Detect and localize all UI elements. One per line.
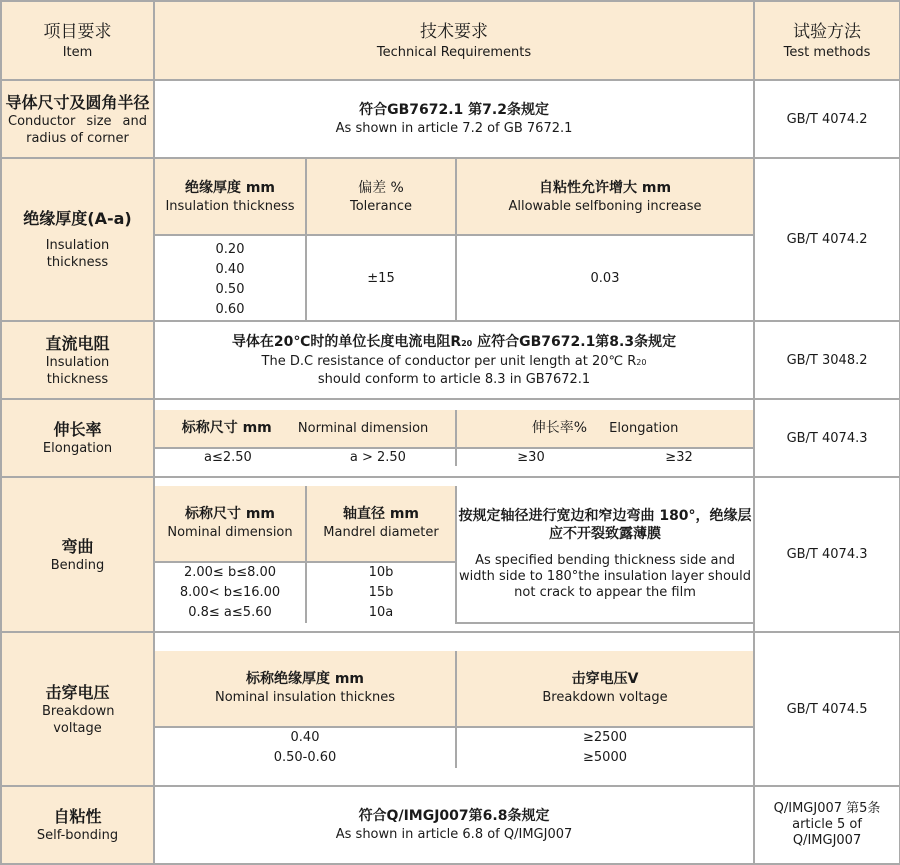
elongation-test-cell: GB/T 4074.3 xyxy=(754,399,900,477)
insulation-col2-header xyxy=(306,159,456,235)
elongation-dim-header xyxy=(155,410,456,448)
dc-req-en xyxy=(155,353,753,371)
dc-item-zh: 直流电阻 xyxy=(45,333,110,353)
breakdown-item-cell xyxy=(1,632,154,786)
bending-col1-en: Nominal dimension xyxy=(167,525,293,540)
insulation-col1-header xyxy=(155,159,306,235)
dc-req-cell xyxy=(154,321,754,399)
dc-req-zh-b: 应符合GB7672.1第8.3条规定 xyxy=(477,333,677,350)
bending-subtable xyxy=(155,486,753,624)
breakdown-voltage-value: ≥5000 xyxy=(583,749,627,765)
insulation-thickness-values xyxy=(155,235,306,320)
insulation-tolerance-value: ±15 xyxy=(306,235,456,320)
conductor-item-zh: 导体尺寸及圆角半径 xyxy=(5,92,150,112)
insulation-col3-en: Allowable selfboning increase xyxy=(508,198,702,214)
dc-item-cell xyxy=(1,321,154,399)
bending-col2-en: Mandrel diameter xyxy=(323,525,439,540)
header-test-zh: 试验方法 xyxy=(793,21,862,42)
row-conductor xyxy=(1,80,900,158)
conductor-req-cell xyxy=(154,80,754,158)
breakdown-col2-en: Breakdown voltage xyxy=(542,690,668,705)
dc-req-en-b: should conform to article 8.3 in GB7672.1 xyxy=(317,371,591,387)
insulation-value: 0.60 xyxy=(215,302,245,317)
insulation-col3-zh: 自粘性允许增大 mm xyxy=(538,179,672,196)
elongation-dim-value: a≤2.50 xyxy=(204,450,252,465)
bending-item-zh: 弯曲 xyxy=(61,536,94,556)
header-test-en: Test methods xyxy=(783,44,871,60)
selfbond-req-zh: 符合Q/IMGJ007第6.8条规定 xyxy=(358,808,550,824)
insulation-col2-en: Tolerance xyxy=(350,198,412,214)
conductor-item-en: Conductor size and radius of corner xyxy=(8,113,147,146)
header-item-cell xyxy=(1,1,154,80)
bending-dim-value: 2.00≤ b≤8.00 xyxy=(183,564,277,580)
row-dc-resistance xyxy=(1,321,900,399)
row-bending xyxy=(1,477,900,632)
elongation-dim-values xyxy=(155,448,456,466)
bending-mandrel-value: 10a xyxy=(368,604,394,620)
bending-col1-zh: 标称尺寸 mm xyxy=(184,506,276,522)
selfbond-req-en: As shown in article 6.8 of Q/IMGJ007 xyxy=(335,827,573,842)
breakdown-item-en: Breakdown voltage xyxy=(42,703,115,736)
bending-test-cell: GB/T 4074.3 xyxy=(754,477,900,632)
bending-mandrel-value: 15b xyxy=(368,584,394,600)
header-test-cell xyxy=(754,1,900,80)
insulation-col1-zh: 绝缘厚度 mm xyxy=(184,179,276,196)
selfbond-item-cell xyxy=(1,786,154,864)
insulation-increase-value: 0.03 xyxy=(456,235,753,320)
insulation-item-zh: 绝缘厚度(A-a) xyxy=(23,209,132,228)
conductor-req-en: As shown in article 7.2 of GB 7672.1 xyxy=(335,121,573,136)
breakdown-col1-zh: 标称绝缘厚度 mm xyxy=(245,671,365,687)
elongation-pct-value: ≥30 xyxy=(517,450,545,465)
row-breakdown xyxy=(1,632,900,786)
breakdown-thickness-value: 0.50-0.60 xyxy=(273,749,337,765)
bending-req-en: As specified bending thickness side and width side to 180°the insulation layer should not crack to appear the film xyxy=(459,552,752,600)
insulation-subtable xyxy=(155,159,753,320)
bending-col2-zh: 轴直径 mm xyxy=(342,506,420,522)
bending-mandrel-value: 10b xyxy=(368,564,394,580)
breakdown-item-zh: 击穿电压 xyxy=(45,682,110,702)
elongation-pct-zh: 伸长率% xyxy=(531,420,588,436)
breakdown-voltage-values xyxy=(456,727,753,768)
breakdown-req-cell xyxy=(154,632,754,786)
conductor-item-cell xyxy=(1,80,154,158)
selfbond-item-zh: 自粘性 xyxy=(53,807,102,826)
breakdown-voltage-value: ≥2500 xyxy=(583,729,627,745)
elongation-pct-header xyxy=(456,410,753,448)
bending-mandrel-values xyxy=(306,562,456,623)
elongation-dim-en: Norminal dimension xyxy=(297,421,429,436)
bending-req-cell xyxy=(154,477,754,632)
insulation-req-cell xyxy=(154,158,754,321)
row-insulation-thickness xyxy=(1,158,900,321)
insulation-value: 0.40 xyxy=(215,262,245,277)
elongation-subtable xyxy=(155,410,753,466)
conductor-req-zh: 符合GB7672.1 第7.2条规定 xyxy=(359,102,549,118)
dc-item-en: Insulation thickness xyxy=(45,354,110,387)
bending-dim-values xyxy=(155,562,306,623)
dc-req-zh xyxy=(155,333,753,353)
header-req-en: Technical Requirements xyxy=(376,44,532,60)
bending-item-cell xyxy=(1,477,154,632)
selfbond-item-en: Self-bonding xyxy=(36,828,119,843)
dc-req-en-a: The D.C resistance of conductor per unit length at 20℃ R xyxy=(261,353,637,369)
elongation-item-zh: 伸长率 xyxy=(53,420,102,439)
insulation-value: 0.50 xyxy=(215,282,245,297)
breakdown-col1-header xyxy=(155,651,456,727)
row-self-bonding xyxy=(1,786,900,864)
insulation-item-cell xyxy=(1,158,154,321)
elongation-pct-values xyxy=(456,448,753,466)
conductor-test-cell: GB/T 4074.2 xyxy=(754,80,900,158)
dc-req-zh-sub: 20 xyxy=(461,338,473,348)
bending-req-text xyxy=(456,486,753,623)
header-item-zh: 项目要求 xyxy=(43,21,112,42)
header-item-en: Item xyxy=(62,44,93,60)
bending-col2-header xyxy=(306,486,456,562)
selfbond-test-cell: Q/IMGJ007 第5条article 5 of Q/IMGJ007 xyxy=(754,786,900,864)
dc-test-cell: GB/T 3048.2 xyxy=(754,321,900,399)
elongation-item-en: Elongation xyxy=(42,441,113,456)
bending-dim-value: 8.00< b≤16.00 xyxy=(179,584,281,600)
header-req-zh: 技术要求 xyxy=(420,21,489,42)
header-req-cell xyxy=(154,1,754,80)
breakdown-col2-header xyxy=(456,651,753,727)
breakdown-col1-en: Nominal insulation thicknes xyxy=(214,690,395,705)
breakdown-thickness-values xyxy=(155,727,456,768)
breakdown-test-cell: GB/T 4074.5 xyxy=(754,632,900,786)
bending-dim-value: 0.8≤ a≤5.60 xyxy=(188,604,272,620)
elongation-item-cell xyxy=(1,399,154,477)
selfbond-req-cell xyxy=(154,786,754,864)
insulation-test-cell: GB/T 4074.2 xyxy=(754,158,900,321)
insulation-col3-header xyxy=(456,159,753,235)
bending-item-en: Bending xyxy=(50,557,105,573)
elongation-dim-zh: 标称尺寸 mm xyxy=(181,420,272,436)
breakdown-col2-zh: 击穿电压V xyxy=(571,671,639,687)
insulation-col2-zh: 偏差 % xyxy=(358,179,404,196)
dc-req-en-sub: 20 xyxy=(636,357,647,367)
row-elongation xyxy=(1,399,900,477)
header-row xyxy=(1,1,900,80)
breakdown-thickness-value: 0.40 xyxy=(290,729,320,745)
bending-req-zh: 按规定轴径进行宽边和窄边弯曲 180°，绝缘层应不开裂致露薄膜 xyxy=(458,507,752,542)
insulation-item-en: Insulation thickness xyxy=(45,238,110,270)
elongation-req-cell xyxy=(154,399,754,477)
dc-req-zh-a: 导体在20℃时的单位长度电流电阻R xyxy=(231,333,462,350)
insulation-value: 0.20 xyxy=(215,242,245,257)
elongation-dim-value: a > 2.50 xyxy=(349,450,406,465)
breakdown-subtable xyxy=(155,651,753,768)
elongation-pct-value: ≥32 xyxy=(665,450,693,465)
bending-col1-header xyxy=(155,486,306,562)
insulation-col1-en: Insulation thickness xyxy=(165,198,295,214)
elongation-pct-en: Elongation xyxy=(609,421,679,436)
